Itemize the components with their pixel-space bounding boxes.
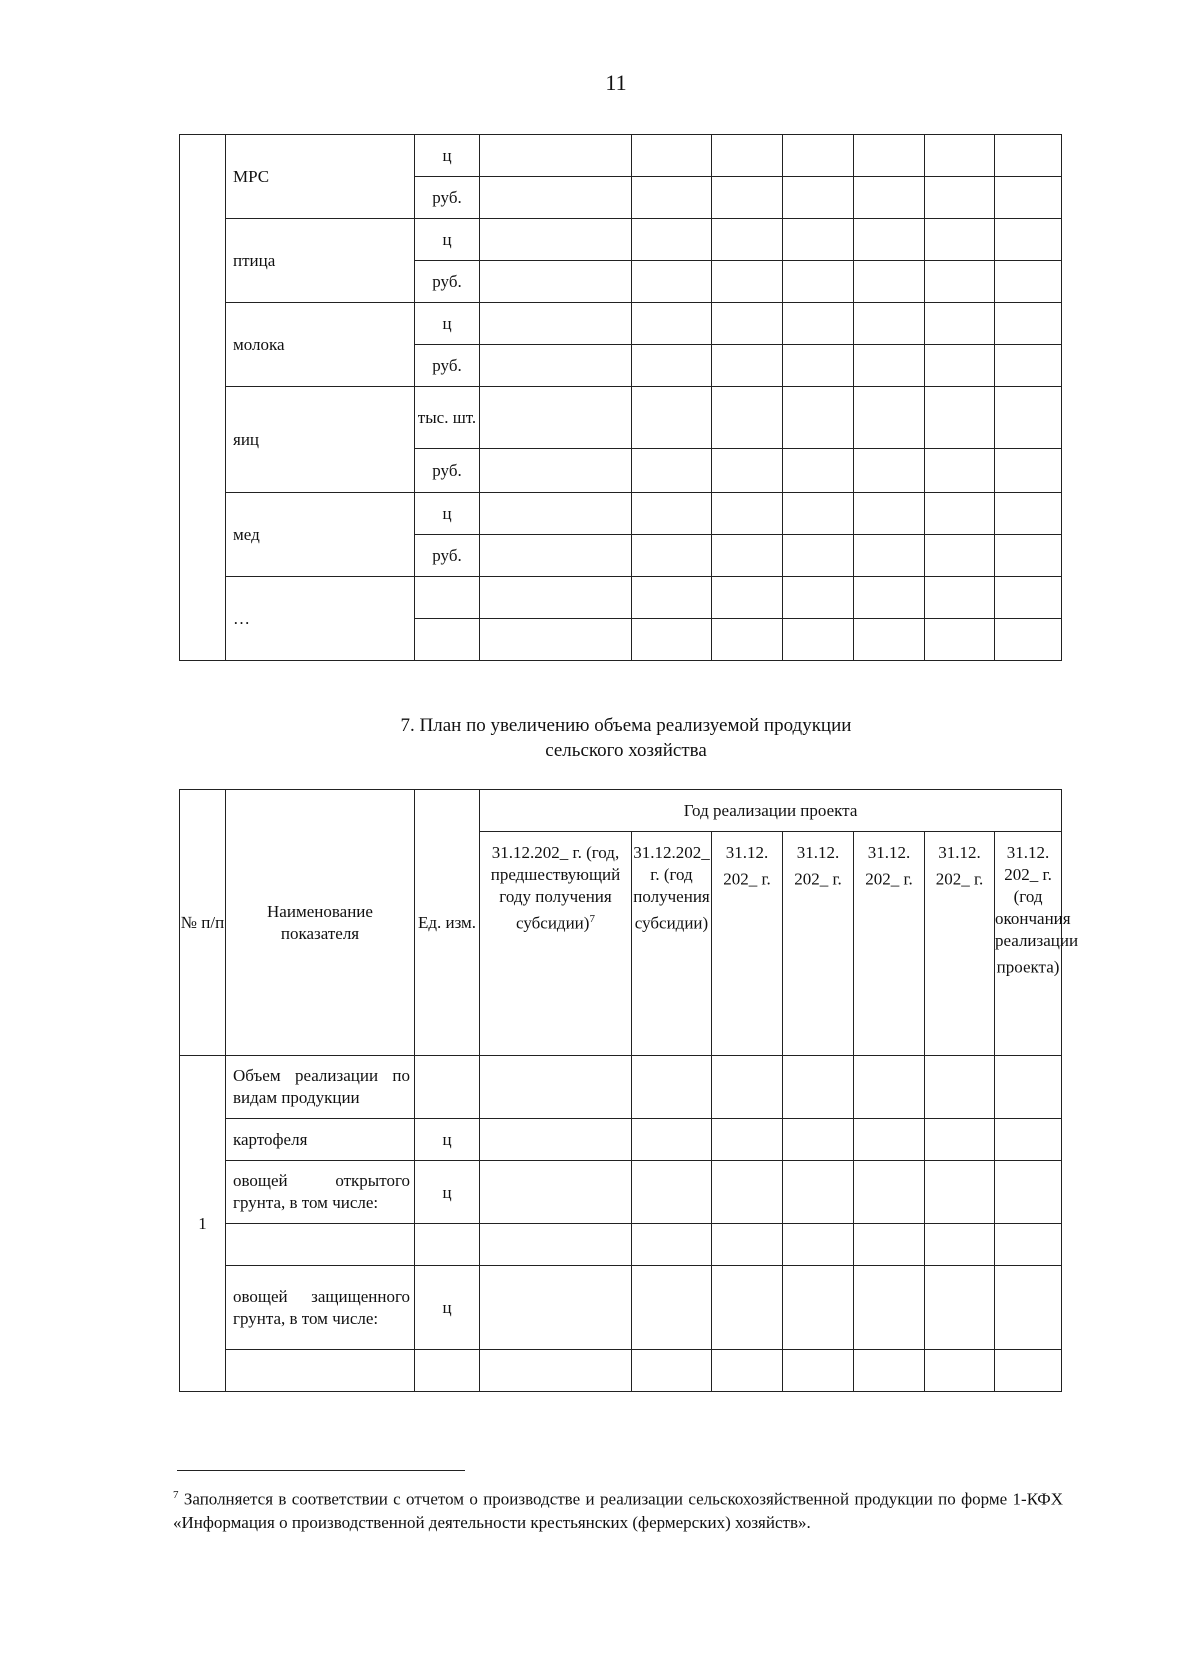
value-cell	[783, 449, 854, 493]
value-cell	[925, 1266, 995, 1350]
value-cell	[925, 1224, 995, 1266]
value-cell	[712, 345, 783, 387]
year-label: 31.12. 202_ г.	[794, 843, 842, 889]
value-cell	[632, 1161, 712, 1224]
value-cell	[783, 619, 854, 661]
value-cell	[995, 1161, 1062, 1224]
footnote-text: Заполняется в соответствии с отчетом о производстве и реализации сельскохозяйственной продукции по форме 1-КФХ «Информация о производственной деятельности крестьянских (фермерских) хозяйств».	[173, 1489, 1064, 1532]
value-cell	[995, 219, 1062, 261]
value-cell	[995, 261, 1062, 303]
value-cell	[925, 449, 995, 493]
value-cell	[480, 1119, 632, 1161]
value-cell	[712, 577, 783, 619]
section-title-line-1: 7. План по увеличению объема реализуемой продукции	[400, 715, 852, 736]
year-label: 31.12. 202_ г.	[723, 843, 771, 889]
value-cell	[925, 177, 995, 219]
value-cell	[925, 535, 995, 577]
value-cell	[783, 345, 854, 387]
column-header-year	[783, 832, 854, 1056]
column-header-name: Наименование показателя	[226, 790, 415, 1056]
value-cell	[632, 1266, 712, 1350]
value-cell	[783, 135, 854, 177]
table-row	[180, 1350, 1062, 1392]
unit-cell: руб.	[415, 177, 480, 219]
value-cell	[854, 345, 925, 387]
value-cell	[480, 577, 632, 619]
value-cell	[480, 619, 632, 661]
value-cell	[632, 387, 712, 449]
column-header-year	[854, 832, 925, 1056]
value-cell	[712, 387, 783, 449]
value-cell	[783, 1056, 854, 1119]
value-cell	[854, 303, 925, 345]
product-name-cell: молока	[226, 303, 415, 387]
production-table-continued	[179, 134, 1062, 661]
indicator-name-cell: Объем реализации по видам продукции	[226, 1056, 415, 1119]
value-cell	[632, 1350, 712, 1392]
value-cell	[925, 135, 995, 177]
column-header-year	[480, 832, 632, 1056]
value-cell	[995, 1350, 1062, 1392]
value-cell	[712, 1119, 783, 1161]
section-title-line-2: сельского хозяйства	[545, 740, 707, 761]
table-row	[180, 1224, 1062, 1266]
product-name-cell: яиц	[226, 387, 415, 493]
year-label: 31.12. 202_ г.	[865, 843, 913, 889]
value-cell	[854, 535, 925, 577]
value-cell	[480, 1224, 632, 1266]
value-cell	[995, 135, 1062, 177]
product-name-cell: …	[226, 577, 415, 661]
value-cell	[925, 1056, 995, 1119]
value-cell	[854, 1056, 925, 1119]
value-cell	[925, 387, 995, 449]
value-cell	[854, 1224, 925, 1266]
value-cell	[480, 449, 632, 493]
unit-cell: ц	[415, 1119, 480, 1161]
value-cell	[712, 1350, 783, 1392]
value-cell	[712, 1161, 783, 1224]
unit-cell	[415, 1056, 480, 1119]
unit-cell: руб.	[415, 535, 480, 577]
value-cell	[712, 1056, 783, 1119]
indicator-name-cell: овощей защищенного грунта, в том числе:	[226, 1266, 415, 1350]
value-cell	[783, 493, 854, 535]
unit-cell	[415, 1224, 480, 1266]
value-cell	[632, 261, 712, 303]
value-cell	[925, 1119, 995, 1161]
table-row	[180, 577, 1062, 619]
value-cell	[480, 135, 632, 177]
footnote-marker: 7	[173, 1489, 179, 1501]
value-cell	[783, 177, 854, 219]
value-cell	[995, 177, 1062, 219]
value-cell	[995, 619, 1062, 661]
empty-number-cell	[180, 135, 226, 661]
year-label: 31.12. 202_ г. (год окончания реализации проекта)	[995, 843, 1079, 977]
value-cell	[854, 177, 925, 219]
value-cell	[854, 219, 925, 261]
value-cell	[925, 1161, 995, 1224]
unit-cell: руб.	[415, 345, 480, 387]
value-cell	[854, 619, 925, 661]
value-cell	[854, 261, 925, 303]
value-cell	[995, 303, 1062, 345]
value-cell	[995, 449, 1062, 493]
value-cell	[854, 1119, 925, 1161]
footnote	[173, 1484, 1063, 1534]
value-cell	[712, 135, 783, 177]
value-cell	[632, 577, 712, 619]
value-cell	[783, 219, 854, 261]
value-cell	[480, 261, 632, 303]
unit-cell: ц	[415, 1266, 480, 1350]
value-cell	[480, 219, 632, 261]
value-cell	[712, 177, 783, 219]
value-cell	[480, 303, 632, 345]
table-row	[180, 1266, 1062, 1350]
value-cell	[712, 219, 783, 261]
value-cell	[925, 219, 995, 261]
value-cell	[632, 303, 712, 345]
unit-cell: ц	[415, 493, 480, 535]
value-cell	[712, 449, 783, 493]
value-cell	[783, 577, 854, 619]
column-header-project-years: Год реализации проекта	[480, 790, 1062, 832]
value-cell	[854, 1266, 925, 1350]
value-cell	[925, 619, 995, 661]
value-cell	[854, 449, 925, 493]
section-title	[300, 713, 952, 763]
value-cell	[632, 135, 712, 177]
value-cell	[712, 493, 783, 535]
page-number: 11	[605, 70, 627, 95]
value-cell	[632, 219, 712, 261]
value-cell	[925, 577, 995, 619]
table-row	[180, 303, 1062, 345]
unit-cell: ц	[415, 135, 480, 177]
column-header-year	[925, 832, 995, 1056]
value-cell	[632, 449, 712, 493]
value-cell	[480, 1350, 632, 1392]
year-label: 31.12.202_ г. (год, предшествующий году получения субсидии)	[490, 843, 621, 933]
value-cell	[480, 387, 632, 449]
value-cell	[995, 1266, 1062, 1350]
product-name-cell: птица	[226, 219, 415, 303]
value-cell	[783, 303, 854, 345]
value-cell	[632, 345, 712, 387]
value-cell	[995, 493, 1062, 535]
unit-cell: ц	[415, 219, 480, 261]
row-number-cell: 1	[180, 1056, 226, 1392]
value-cell	[854, 1161, 925, 1224]
value-cell	[632, 493, 712, 535]
table-row	[180, 135, 1062, 177]
value-cell	[783, 1224, 854, 1266]
value-cell	[712, 261, 783, 303]
column-header-year	[632, 832, 712, 1056]
table-row	[180, 219, 1062, 261]
year-label: 31.12. 202_ г.	[935, 843, 984, 889]
table-row	[180, 1056, 1062, 1119]
value-cell	[854, 577, 925, 619]
indicator-name-cell	[226, 1350, 415, 1392]
sales-plan-table	[179, 789, 1079, 1392]
column-header-year	[712, 832, 783, 1056]
value-cell	[995, 1119, 1062, 1161]
indicator-name-cell	[226, 1224, 415, 1266]
year-label: 31.12.202_ г. (год получения субсидии)	[633, 843, 710, 933]
value-cell	[632, 177, 712, 219]
value-cell	[712, 303, 783, 345]
unit-cell: руб.	[415, 449, 480, 493]
indicator-name-cell: картофеля	[226, 1119, 415, 1161]
value-cell	[783, 535, 854, 577]
value-cell	[632, 619, 712, 661]
value-cell	[925, 345, 995, 387]
value-cell	[480, 1266, 632, 1350]
value-cell	[480, 1161, 632, 1224]
value-cell	[712, 1266, 783, 1350]
value-cell	[480, 177, 632, 219]
unit-cell	[415, 619, 480, 661]
value-cell	[925, 261, 995, 303]
value-cell	[783, 1161, 854, 1224]
unit-cell: тыс. шт.	[415, 387, 480, 449]
table-row	[180, 387, 1062, 449]
value-cell	[783, 1350, 854, 1392]
table-row	[180, 493, 1062, 535]
unit-cell	[415, 577, 480, 619]
value-cell	[632, 535, 712, 577]
value-cell	[783, 1119, 854, 1161]
column-header-unit: Ед. изм.	[415, 790, 480, 1056]
value-cell	[783, 261, 854, 303]
value-cell	[995, 345, 1062, 387]
value-cell	[480, 1056, 632, 1119]
footnote-separator	[177, 1470, 465, 1471]
product-name-cell: МРС	[226, 135, 415, 219]
value-cell	[854, 1350, 925, 1392]
unit-cell	[415, 1350, 480, 1392]
footnote-reference: 7	[589, 913, 595, 925]
value-cell	[854, 135, 925, 177]
value-cell	[995, 1224, 1062, 1266]
value-cell	[783, 387, 854, 449]
value-cell	[854, 387, 925, 449]
value-cell	[854, 493, 925, 535]
value-cell	[480, 493, 632, 535]
table-row	[180, 1119, 1062, 1161]
value-cell	[712, 1224, 783, 1266]
value-cell	[712, 619, 783, 661]
value-cell	[632, 1056, 712, 1119]
value-cell	[480, 535, 632, 577]
value-cell	[632, 1119, 712, 1161]
value-cell	[480, 345, 632, 387]
value-cell	[995, 577, 1062, 619]
unit-cell: ц	[415, 1161, 480, 1224]
value-cell	[783, 1266, 854, 1350]
column-header-year	[995, 832, 1079, 1056]
value-cell	[925, 493, 995, 535]
unit-cell: руб.	[415, 261, 480, 303]
table-row	[180, 1161, 1062, 1224]
value-cell	[925, 303, 995, 345]
value-cell	[632, 1224, 712, 1266]
unit-cell: ц	[415, 303, 480, 345]
value-cell	[712, 535, 783, 577]
value-cell	[925, 1350, 995, 1392]
product-name-cell: мед	[226, 493, 415, 577]
column-header-number: № п/п	[180, 790, 226, 1056]
indicator-name-cell: овощей открытого грунта, в том числе:	[226, 1161, 415, 1224]
value-cell	[995, 535, 1062, 577]
value-cell	[995, 1056, 1062, 1119]
value-cell	[995, 387, 1062, 449]
